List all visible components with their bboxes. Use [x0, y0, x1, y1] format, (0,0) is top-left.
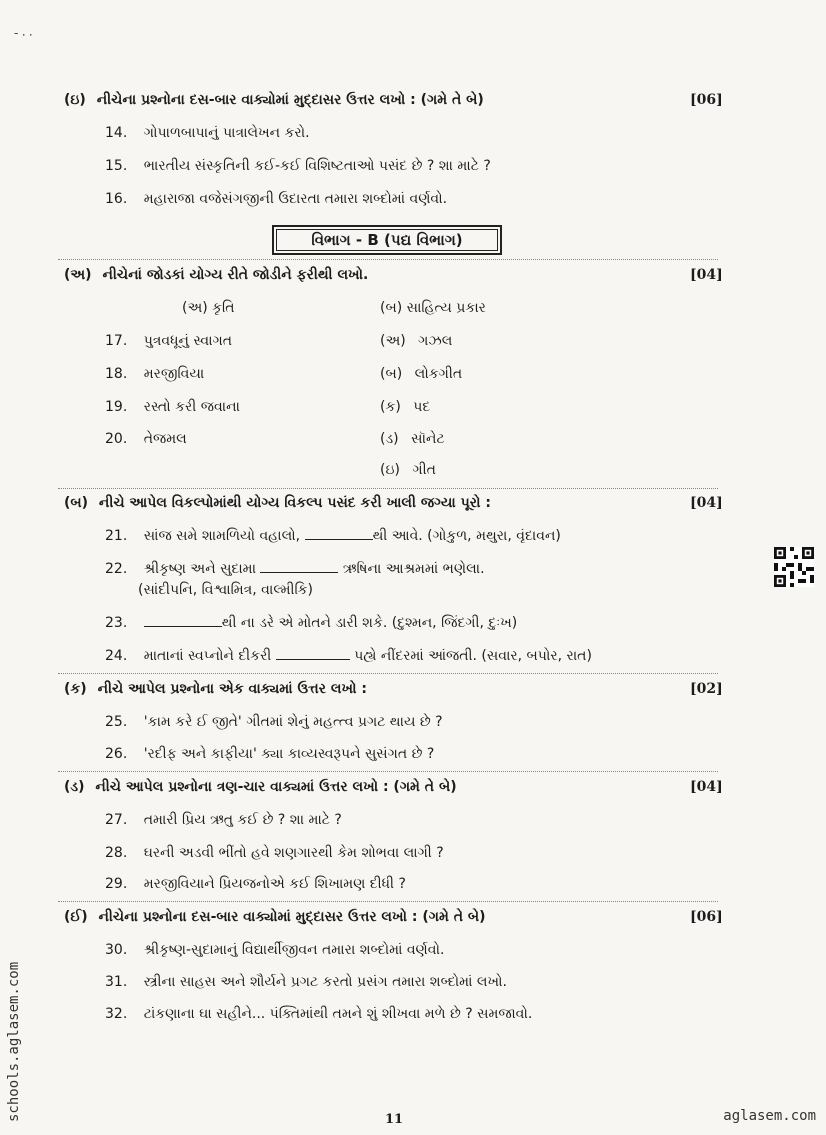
- question-number: 24.: [105, 648, 128, 664]
- divider: [58, 259, 718, 260]
- section-marks: [04]: [690, 779, 723, 795]
- question-text-after-blank: થી ના ડરે એ મોતને ડારી શકે. (દુશ્મન, જિંદગી, દુઃખ): [221, 615, 518, 631]
- match-option: [380, 462, 436, 478]
- match-option: [380, 366, 462, 382]
- answer-blank: [260, 571, 338, 573]
- corner-watermark: aglasem.com: [723, 1108, 816, 1124]
- question-text: ટાંકણાના ઘા સહીને... પંક્તિમાંથી તમને શું શીખવા મળે છે ? સમજાવો.: [143, 1006, 533, 1022]
- section-label: (અ): [64, 267, 92, 283]
- section-b-title: વિભાગ - B (પદ્ય વિભાગ): [272, 225, 502, 255]
- question-number: 17.: [105, 333, 128, 349]
- question-text: શ્રીકૃષ્ણ-સુદામાનું વિદ્યાર્થીજીવન તમારા શબ્દોમાં વર્ણવો.: [143, 942, 445, 958]
- match-option-label: (ઇ): [380, 462, 400, 478]
- question-30: [105, 942, 444, 958]
- question-number: 18.: [105, 366, 128, 382]
- question-number: 16.: [105, 191, 128, 207]
- match-item-a: પુત્રવધૂનું સ્વાગત: [143, 333, 233, 349]
- divider: [58, 901, 718, 902]
- question-text-before-blank: શ્રીકૃષ્ણ અને સુદામા: [143, 561, 256, 577]
- question-number: 19.: [105, 399, 128, 415]
- section-heading: [64, 495, 491, 511]
- question-14: [105, 125, 310, 141]
- question-number: 22.: [105, 561, 128, 577]
- question-number: 15.: [105, 158, 128, 174]
- question-24: [105, 648, 592, 664]
- question-text: 'રદીફ અને કાફીયા' ક્યા કાવ્યસ્વરૂપને સુસંગત છે ?: [143, 746, 435, 762]
- question-number: 31.: [105, 974, 128, 990]
- question-text: 'કામ કરે ઈ જીતે' ગીતમાં શેનું મહત્ત્વ પ્રગટ થાય છે ?: [143, 714, 443, 730]
- match-item-a: તેજમલ: [143, 431, 187, 447]
- question-number: 30.: [105, 942, 128, 958]
- section-marks: [06]: [690, 909, 723, 925]
- section-instruction: નીચે આપેલ પ્રશ્નોના ત્રણ-ચાર વાક્યમાં ઉત્તર લખો : (ગમે તે બે): [95, 779, 457, 795]
- match-row: [105, 431, 187, 447]
- question-text-before-blank: સાંજ સમે શામળિયો વહાલો,: [143, 528, 301, 544]
- question-number: 32.: [105, 1006, 128, 1022]
- question-text-after-blank: ઋષિના આશ્રમમાં ભણેલા.: [342, 561, 485, 577]
- question-32: [105, 1006, 532, 1022]
- question-number: 25.: [105, 714, 128, 730]
- section-label: (ક): [64, 681, 87, 697]
- section-heading: [64, 267, 368, 283]
- match-column-b-header: (બ) સાહિત્ય પ્રકાર: [380, 300, 486, 316]
- match-option: [380, 399, 430, 415]
- match-option: [380, 431, 445, 447]
- question-text: સ્ત્રીના સાહસ અને શૌર્યને પ્રગટ કરતો પ્રસંગ તમારા શબ્દોમાં લખો.: [143, 974, 507, 990]
- question-number: 26.: [105, 746, 128, 762]
- question-number: 20.: [105, 431, 128, 447]
- match-row: [105, 333, 232, 349]
- section-label: (ઈ): [64, 909, 88, 925]
- divider: [58, 488, 718, 489]
- question-29: [105, 876, 406, 892]
- section-label: (ઇ): [64, 92, 86, 108]
- answer-blank: [305, 538, 373, 540]
- match-item-a: મરજીવિયા: [143, 366, 205, 382]
- question-27: [105, 812, 342, 828]
- match-option-text: ગઝલ: [418, 333, 453, 349]
- question-text: ભારતીય સંસ્કૃતિની કઈ-કઈ વિશિષ્ટતાઓ પસંદ છે ? શા માટે ?: [143, 158, 491, 174]
- question-22-options: (સાંદીપનિ, વિશ્વામિત્ર, વાલ્મીકિ): [138, 582, 313, 598]
- question-number: 29.: [105, 876, 128, 892]
- match-column-a-header: (અ) કૃતિ: [182, 300, 235, 316]
- match-option-label: (ક): [380, 399, 401, 415]
- question-text: મરજીવિયાને પ્રિયજનોએ કઈ શિખામણ દીધી ?: [143, 876, 406, 892]
- section-instruction: નીચેના પ્રશ્નોના દસ-બાર વાક્યોમાં મુદ્દાસર ઉત્તર લખો : (ગમે તે બે): [98, 909, 486, 925]
- section-marks: [04]: [690, 267, 723, 283]
- page-number: 11: [385, 1112, 404, 1127]
- match-option-label: (ડ): [380, 431, 399, 447]
- qr-code-icon: [774, 547, 814, 587]
- section-heading: [64, 779, 457, 795]
- question-22: [105, 561, 485, 577]
- match-row: [105, 399, 240, 415]
- section-instruction: નીચે આપેલ પ્રશ્નોના એક વાક્યમાં ઉત્તર લખો :: [97, 681, 367, 697]
- section-heading: [64, 909, 486, 925]
- question-text: તમારી પ્રિય ઋતુ કઈ છે ? શા માટે ?: [143, 812, 342, 828]
- answer-blank: [144, 625, 222, 627]
- section-marks: [02]: [690, 681, 723, 697]
- question-15: [105, 158, 491, 174]
- match-option-text: સૉનેટ: [411, 431, 445, 447]
- question-number: 27.: [105, 812, 128, 828]
- section-heading: [64, 92, 484, 108]
- question-number: 21.: [105, 528, 128, 544]
- question-26: [105, 746, 434, 762]
- section-label: (ડ): [64, 779, 85, 795]
- match-option: [380, 333, 452, 349]
- question-28: [105, 845, 444, 861]
- match-row: [105, 366, 204, 382]
- match-option-text: લોકગીત: [414, 366, 463, 382]
- match-option-text: ગીત: [412, 462, 436, 478]
- question-text-after-blank: થી આવે. (ગોકુળ, મથુરા, વૃંદાવન): [372, 528, 561, 544]
- question-25: [105, 714, 443, 730]
- section-marks: [06]: [690, 92, 723, 108]
- section-heading: [64, 681, 367, 697]
- question-text: ઘરની અડવી ભીંતો હવે શણગારથી કેમ શોભવા લાગી ?: [143, 845, 444, 861]
- question-number: 14.: [105, 125, 128, 141]
- divider: [58, 673, 718, 674]
- scan-specks: - ⸳ ⸳: [14, 26, 33, 40]
- match-option-text: પદ: [413, 399, 431, 415]
- question-16: [105, 191, 447, 207]
- question-text: ગોપાળબાપાનું પાત્રાલેખન કરો.: [143, 125, 310, 141]
- question-text-before-blank: માતાનાં સ્વપ્નોને દીકરી: [143, 648, 272, 664]
- question-text: મહારાજા વજેસંગજીની ઉદારતા તમારા શબ્દોમાં વર્ણવો.: [143, 191, 448, 207]
- section-instruction: નીચેનાં જોડકાં યોગ્ય રીતે જોડીને ફરીથી લખો.: [102, 267, 369, 283]
- section-marks: [04]: [690, 495, 723, 511]
- question-23: [105, 615, 517, 631]
- divider: [58, 771, 718, 772]
- answer-blank: [276, 658, 350, 660]
- question-text-after-blank: પહ્યે નીંદરમાં આંજતી. (સવાર, બપોર, રાત): [354, 648, 592, 664]
- section-label: (બ): [64, 495, 89, 511]
- match-option-label: (અ): [380, 333, 406, 349]
- match-item-a: રસ્તો કરી જવાના: [143, 399, 240, 415]
- side-watermark: schools.aglasem.com: [6, 961, 22, 1122]
- match-option-label: (બ): [380, 366, 403, 382]
- question-number: 23.: [105, 615, 128, 631]
- section-instruction: નીચેના પ્રશ્નોના દસ-બાર વાક્યોમાં મુદ્દાસર ઉત્તર લખો : (ગમે તે બે): [96, 92, 484, 108]
- section-instruction: નીચે આપેલ વિકલ્પોમાંથી યોગ્ય વિકલ્પ પસંદ કરી ખાલી જગ્યા પૂરો :: [98, 495, 491, 511]
- question-number: 28.: [105, 845, 128, 861]
- question-31: [105, 974, 507, 990]
- question-21: [105, 528, 561, 544]
